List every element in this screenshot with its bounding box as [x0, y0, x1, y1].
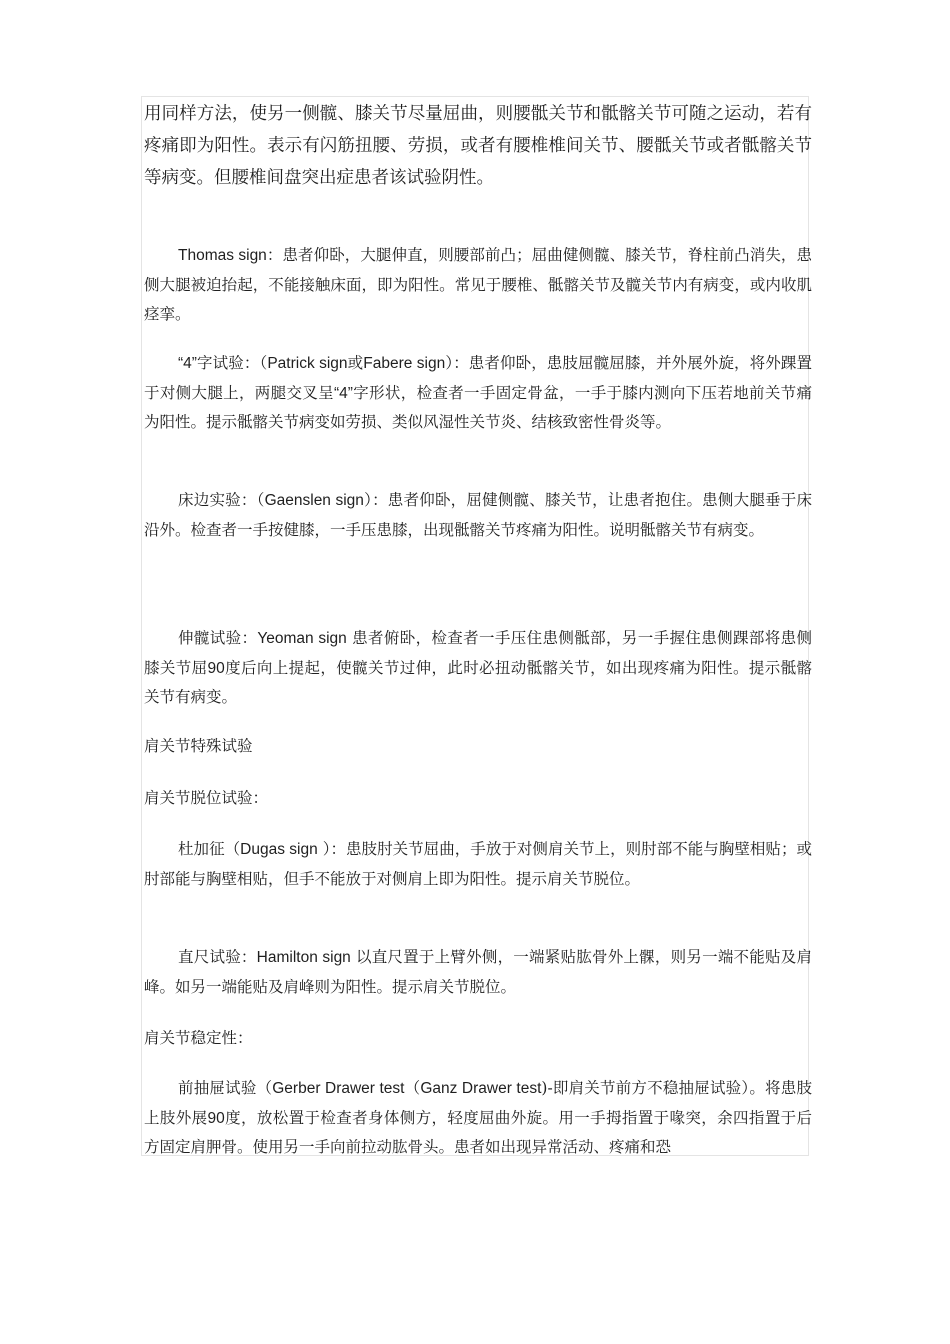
- paragraph-yeoman-sign: [144, 624, 812, 713]
- paragraph-gerber-drawer-test: [144, 1074, 812, 1163]
- paragraph-text: 用同样方法，使另一侧髋、膝关节尽量屈曲，则腰骶关节和骶髂关节可随之运动，若有疼痛即为阳性。表示有闪筋扭腰、劳损，或者有腰椎椎间关节、腰骶关节或者骶髂关节等病变。但: [144, 104, 812, 188]
- paragraph-text: 直尺试验：: [178, 948, 257, 966]
- quote-4: “4”: [178, 355, 197, 372]
- term-yeoman-sign: Yeoman sign: [257, 630, 347, 647]
- heading-shoulder-dislocation-tests: 肩关节脱位试验：: [144, 789, 269, 807]
- paragraph-text: ）：患肢肘关节屈曲，手放于对侧肩关节上，则肘部不能与胸壁相贴；或肘部能与胸壁相贴，但手不能放于对侧肩上即为阳性。提示肩关节脱位。: [144, 840, 812, 888]
- bold-conclusion-text: 腰椎间盘突出症患者该试验阴性: [231, 168, 477, 188]
- paragraph-text: 患者俯卧，检查者一手压住患侧骶部，另一手握住患侧踝部将患侧膝关节屈: [144, 629, 812, 677]
- paragraph-dugas-sign: [144, 835, 812, 894]
- paragraph-text: ）：患者仰卧，患肢屈髋屈膝，并外展外旋，将外踝置于对侧大腿上，两腿交叉呈: [144, 354, 812, 402]
- term-thomas-sign: Thomas sign: [178, 247, 267, 264]
- term-gaenslen-sign: Gaenslen sign: [264, 492, 364, 509]
- paragraph-text: 度，放松置于检查者身体侧方，轻度屈曲外旋。用一手拇指置于喙突，余四指置于后方固定肩胛骨。使用另一手向前拉动肱骨头。患者如出现异常活动、疼痛和恐: [144, 1108, 812, 1156]
- term-fabere-sign: Fabere sign: [363, 355, 446, 372]
- paragraph-gaenslen-sign: [144, 486, 812, 545]
- number-90: 90: [207, 1109, 225, 1127]
- term-ganz-drawer-test: Ganz Drawer test: [420, 1080, 542, 1097]
- paragraph-patrick-test: [144, 349, 812, 438]
- term-gerber-drawer-test: Gerber Drawer test: [272, 1080, 405, 1097]
- term-hamilton-sign: Hamilton sign: [256, 949, 351, 966]
- paragraph-text: 伸髋试验：: [178, 629, 258, 647]
- quote-4: “4”: [333, 384, 353, 402]
- paragraph-text: ：患者仰卧，大腿伸直，则腰部前凸；屈曲健侧髋、膝关节，脊柱前凸消失，患侧大腿被迫抬起，不能接触床面，即为阳性。常见于腰椎、骶髂关节及髋关节内有病变，或内收肌痉挛。: [144, 246, 812, 323]
- number-90: 90: [207, 659, 225, 677]
- punctuation: 。: [476, 168, 494, 188]
- term-patrick-sign: Patrick sign: [267, 355, 348, 372]
- paragraph-text: （: [404, 1079, 421, 1097]
- paragraph-text: 或: [347, 354, 364, 372]
- paragraph-straight-leg-test: [144, 98, 812, 194]
- paragraph-text: 字形状，检查者一手固定骨盆，一手于膝内测向下压若地前关节痛为阳性。提示骶髂关节病变如劳损、类似风湿性关节炎、结核致密性骨炎等。: [144, 383, 812, 431]
- paragraph-thomas-sign: [144, 241, 812, 330]
- heading-shoulder-special-tests: 肩关节特殊试验: [144, 737, 253, 755]
- paragraph-text: 度后向上提起，使髋关节过伸，此时必扭动骶髂关节，如出现疼痛为阳性。提示骶髂关节有病变。: [144, 658, 812, 706]
- heading-shoulder-stability: 肩关节稳定性：: [144, 1029, 253, 1047]
- term-dugas-sign: Dugas sign: [240, 841, 318, 858]
- paragraph-text: 字试验：（: [196, 354, 268, 372]
- paragraph-text: 床边实验：（: [178, 491, 265, 509]
- paragraph-text: 以直尺置于上臂外侧，一端紧贴肱骨外上髁，则另一端不能贴及肩峰。如另一端能贴及肩峰则为阳性。提示肩关节脱位。: [144, 948, 812, 996]
- paragraph-text: )-即肩关节前方不稳抽屉试验）。将患肢上肢外展: [144, 1079, 812, 1127]
- paragraph-text: ）：患者仰卧，屈健侧髋、膝关节，让患者抱住。患侧大腿垂于床沿外。检查者一手按健膝，一手压患膝，出现骶髂关节疼痛为阳性。说明骶髂关节有病变。: [144, 491, 812, 539]
- paragraph-text: 前抽屉试验（: [178, 1079, 273, 1097]
- paragraph-text: 杜加征（: [178, 840, 241, 858]
- paragraph-hamilton-sign: [144, 943, 812, 1002]
